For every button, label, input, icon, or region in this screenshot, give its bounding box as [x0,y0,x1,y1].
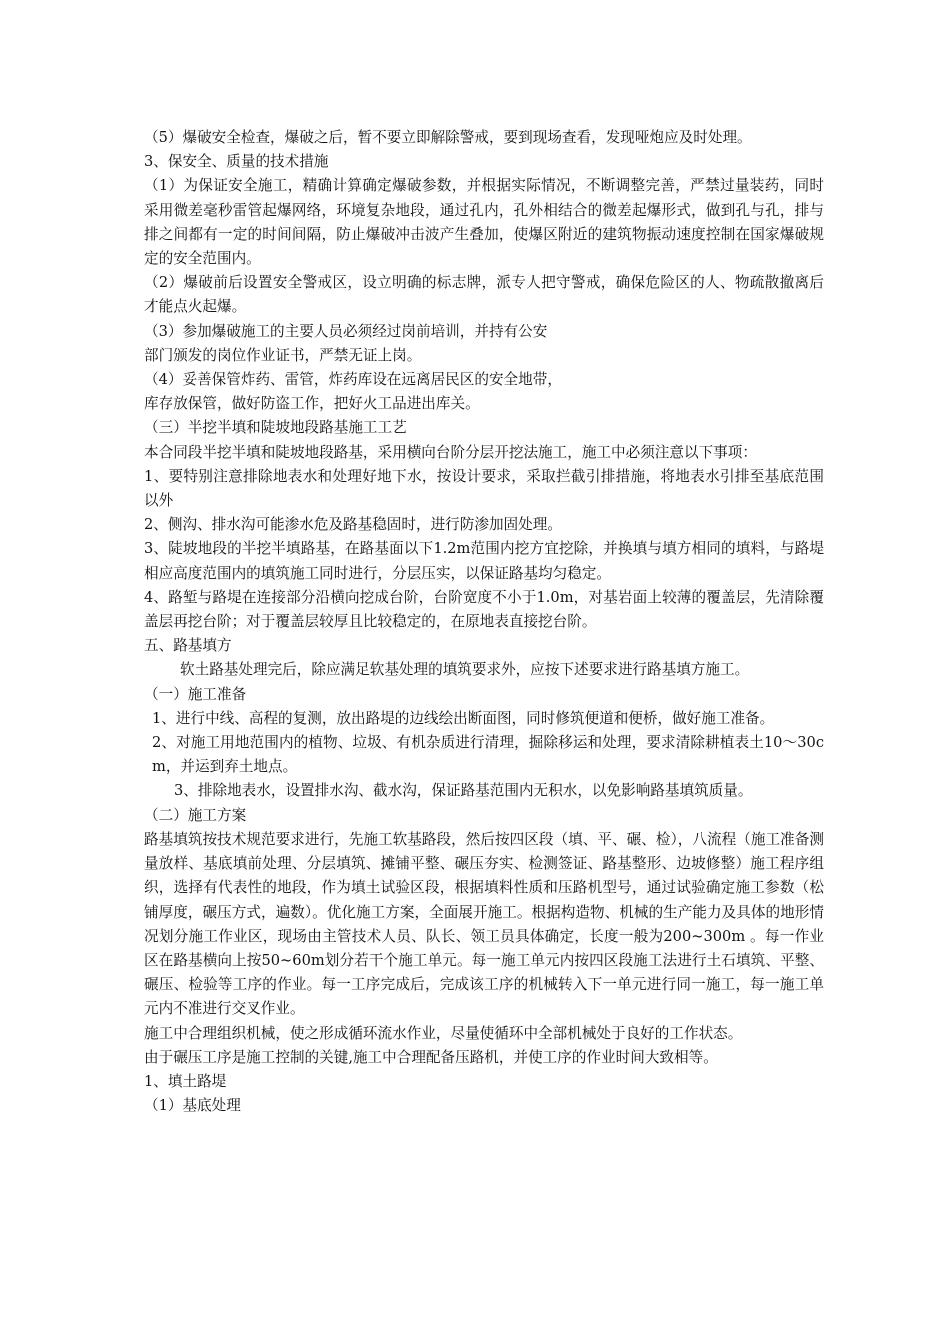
paragraph: 3、排除地表水，设置排水沟、截水沟，保证路基范围内无积水，以免影响路基填筑质量。 [174,782,753,800]
paragraph: 2、对施工用地范围内的植物、垃圾、有机杂质进行清理，掘除移运和处理，要求清除耕植表土10～30cm，并运到弃土地点。 [152,734,824,776]
paragraph: 3、陡坡地段的半挖半填路基，在路基面以下1.2m范围内挖方宜挖除，并换填与填方相同的填料，与路堤相应高度范围内的填筑施工同时进行，分层压实，以保证路基均匀稳定。 [144,540,824,582]
paragraph: 路基填筑按技术规范要求进行，先施工软基路段，然后按四区段（填、平、碾、检），八流程（施工准备测量放样、基底填前处理、分层填筑、摊铺平整、碾压夯实、检测签证、路基整形、边坡修整）施工程序组织，选择有代表性的地段，作为填土试验区段，根据填料性质和压路机型号，通过试验确定施工参数（松铺厚度，碾压方式，遍数）。优化施工方案，全面展开施工。根据构造物、机械的生产能力及具体的地形情况划分施工作业区，现场由主管技术人员、队长、领工员具体确定，长度一般为200~300m 。每一作业区在路基横向上按50~60m划分若干个施工单元。每一施工单元内按四区段施工法进行土石填筑、平整、碾压、检验等工序的作业。每一工序完成后，完成该工序的机械转入下一单元进行同一施工，每一施工单元内不准进行交叉作业。 [144,830,824,1018]
section-heading: （三）半挖半填和陡坡地段路基施工工艺 [144,419,407,437]
paragraph: （3）参加爆破施工的主要人员必须经过岗前培训，并持有公安 [144,322,548,340]
paragraph: （5）爆破安全检查，爆破之后，暂不要立即解除警戒，要到现场查看，发现哑炮应及时处理。 [144,129,752,146]
section-heading: 3、保安全、质量的技术措施 [144,153,329,171]
paragraph: 1、要特别注意排除地表水和处理好地下水，按设计要求，采取拦截引排措施，将地表水引排至基底范围以外 [144,467,824,510]
paragraph: 库存放保管，做好防盗工作，把好火工品进出库关。 [144,395,480,413]
section-heading: （一）施工准备 [144,685,247,703]
section-heading: 五、路基填方 [144,637,232,655]
paragraph: 本合同段半挖半填和陡坡地段路基，采用横向台阶分层开挖法施工，施工中必须注意以下事项： [144,443,757,461]
section-heading: （二）施工方案 [144,806,247,824]
document-body [144,126,824,1118]
paragraph: 软土路基处理完后，除应满足软基处理的填筑要求外，应按下述要求进行路基填方施工。 [180,661,750,679]
section-heading: （1）基底处理 [144,1097,241,1115]
paragraph: 1、进行中线、高程的复测，放出路堤的边线绘出断面图，同时修筑便道和便桥，做好施工准备。 [152,709,775,727]
paragraph: 4、路堑与路堤在连接部分沿横向挖成台阶，台阶宽度不小于1.0m，对基岩面上较薄的覆盖层，先清除覆盖层再挖台阶；对于覆盖层较厚且比较稳定的，在原地表直接挖台阶。 [144,588,824,631]
paragraph: 由于碾压工序是施工控制的关键,施工中合理配备压路机，并使工序的作业时间大致相等。 [144,1048,718,1066]
paragraph: 部门颁发的岗位作业证书，严禁无证上岗。 [144,346,422,364]
section-heading: 1、填土路堤 [144,1072,227,1090]
paragraph: 施工中合理组织机械，使之形成循环流水作业，尽量使循环中全部机械处于良好的工作状态。 [144,1024,743,1042]
paragraph: （1）为保证安全施工，精确计算确定爆破参数，并根据实际情况，不断调整完善，严禁过量装药，同时采用微差毫秒雷管起爆网络，环境复杂地段，通过孔内，孔外相结合的微差起爆形式，做到孔与孔，排与排之间都有一定的时间间隔，防止爆破冲击波产生叠加，使爆区附近的建筑物振动速度控制在国家爆破规定的安全范围内。 [144,177,824,268]
paragraph: （4）妥善保管炸药、雷管，炸药库设在远离居民区的安全地带， [144,371,562,389]
paragraph: （2）爆破前后设置安全警戒区，设立明确的标志牌，派专人把守警戒，确保危险区的人、物疏散撤离后才能点火起爆。 [144,274,824,316]
paragraph: 2、侧沟、排水沟可能渗水危及路基稳固时，进行防渗加固处理。 [144,516,562,534]
